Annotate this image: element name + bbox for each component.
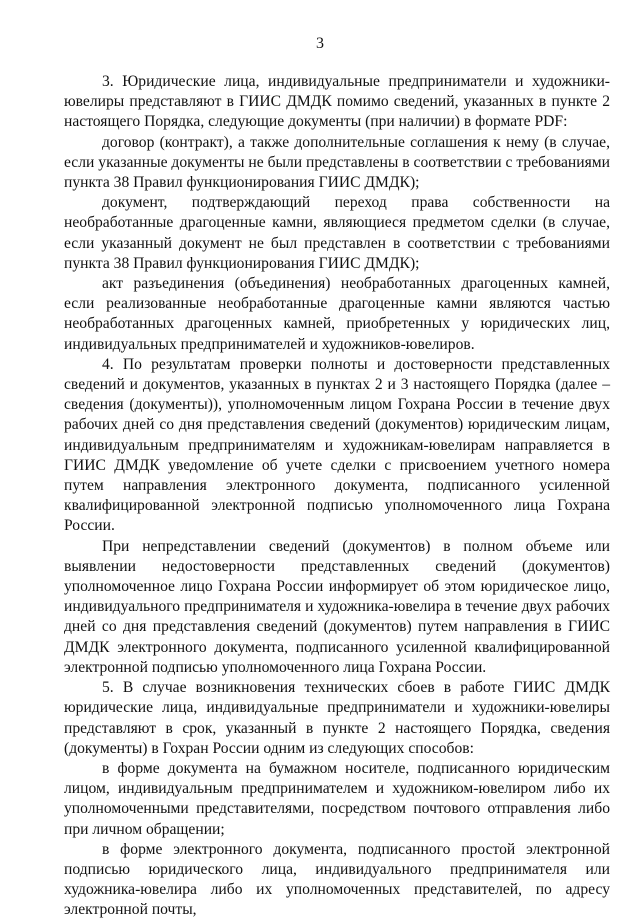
paragraph-item-4: 4. По результатам проверки полноты и достоверности представленных сведений и документов, указанных в пунктах 2 и 3 настоящего Порядка (далее – сведения (документы)), уполномоченным лицом Гохрана России в течение двух рабочих дней со дня представления сведений (документов) юридическим лицам, индивидуальным предпринимателям и художникам-ювелирам направляется в ГИИС ДМДК уведомление об учете сделки с присвоением учетного номера путем направления электронного документа, подписанного усиленной квалифицированной электронной подписью уполномоченного лица Гохрана России. [64,355,610,535]
page-number: 3 [316,35,324,52]
paragraph-item-5: 5. В случае возникновения технических сбоев в работе ГИИС ДМДК юридические лица, индивидуальные предприниматели и художники-ювелиры представляют в срок, указанный в пункте 2 настоящего Порядка, сведения (документы) в Гохран России одним из следующих способов: [64,679,610,757]
list-item-separation-act: акт разъединения (объединения) необработанных драгоценных камней, если реализованные необработанные драгоценные камни являются частью необработанных драгоценных камней, приобретенных у юридических лиц, индивидуальных предпринимателей и художников-ювелиров. [64,275,610,353]
list-item-paper-form: в форме документа на бумажном носителе, подписанного юридическим лицом, индивидуальным предпринимателем и художником-ювелиром либо их уполномоченными представителями, посредством почтового отправления либо при личном обращении; [64,759,610,838]
paragraph-non-submission: При непредставлении сведений (документов) в полном объеме или выявлении недостоверности представленных сведений (документов) уполномоченное лицо Гохрана России информирует об этом юридическое лицо, индивидуального предпринимателя и художника-ювелира в течение двух рабочих дней со дня представления сведений (документов) путем направления в ГИИС ДМДК электронного документа, подписанного усиленной квалифицированной электронной подписью уполномоченного лица Гохрана России. [64,537,610,676]
list-item-electronic-form: в форме электронного документа, подписанного простой электронной подписью юридического лица, индивидуального предпринимателя или художника-ювелира либо их уполномоченных представителей, по адресу электронной почты, [64,840,610,919]
paragraph-item-3: 3. Юридические лица, индивидуальные предприниматели и художники-ювелиры представляют в ГИИС ДМДК помимо сведений, указанных в пункте 2 настоящего Порядка, следующие документы (при наличии) в формате PDF: [64,73,610,131]
list-item-ownership-document: документ, подтверждающий переход права собственности на необработанные драгоценные камни, являющиеся предметом сделки (в случае, если указанный документ не был представлен в соответствии с требованиями пункта 38 Правил функционирования ГИИС ДМДК); [64,194,610,272]
list-item-contract: договор (контракт), а также дополнительные соглашения к нему (в случае, если указанные документы не были представлены в соответствии с требованиями пункта 38 Правил функционирования ГИИС ДМДК); [64,133,610,192]
document-body [64,72,610,921]
